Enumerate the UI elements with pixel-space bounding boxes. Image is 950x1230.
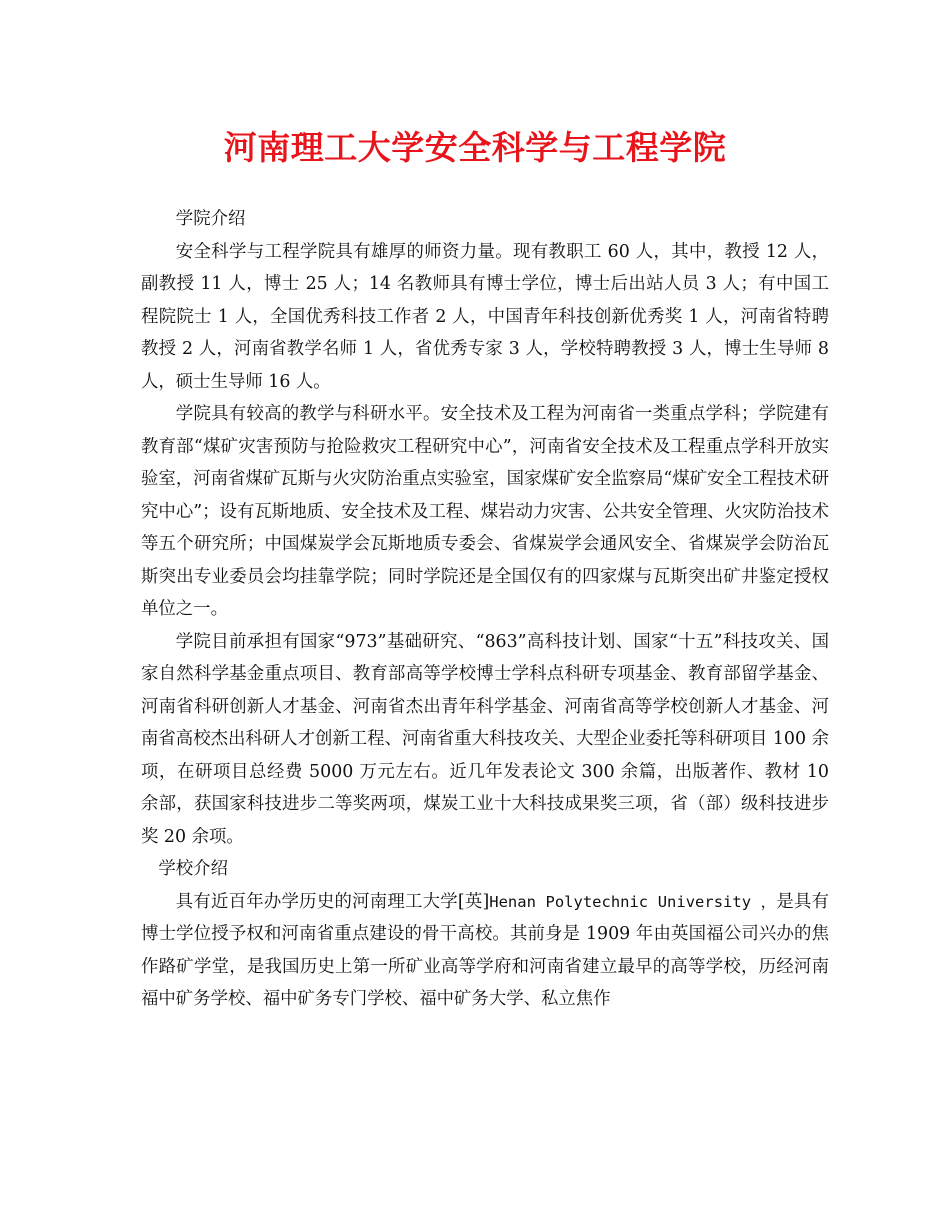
section-heading-college: 学院介绍 [175,209,246,229]
college-paragraph-research-platforms: 学院具有较高的教学与科研水平。安全技术及工程为河南省一类重点学科；学院建有教育部“煤矿灾害预防与抢险救灾工程研究中心”，河南省安全技术及工程重点学科开放实验室，河南省煤矿瓦斯与火灾防治重点实验室，国家煤矿安全监察局“煤矿安全工程技术研究中心”；设有瓦斯地质、安全技术及工程、煤岩动力灾害、公共安全管理、火灾防治技术等五个研究所；中国煤炭学会瓦斯地质专委会、省煤炭学会通风安全、省煤炭学会防治瓦斯突出专业委员会均挂靠学院；同时学院还是全国仅有的四家煤与瓦斯突出矿井鉴定授权单位之一。 [141,404,829,619]
school-paragraph-prefix: 具有近百年办学历史的河南理工大学[英] [175,891,490,912]
school-paragraph-history [141,886,829,1016]
college-paragraph-projects: 学院目前承担有国家“973”基础研究、“863”高科技计划、国家“十五”科技攻关、国家自然科学基金重点项目、教育部高等学校博士学科点科研专项基金、教育部留学基金、河南省科研创新人才基金、河南省杰出青年科学基金、河南省高等学校创新人才基金、河南省高校杰出科研人才创新工程、河南省重大科技攻关、大型企业委托等科研项目 100 余项，在研项目总经费 5000 万元左右。近几年发表论文 300 余篇，出版著作、教材 10 余部，获国家科技进步二等奖两项，煤炭工业十大科技成果奖三项，省（部）级科技进步奖 20 余项。 [141,631,829,847]
section-heading-school: 学校介绍 [158,859,228,879]
document-title: 河南理工大学安全科学与工程学院 [223,128,727,167]
document-body [141,203,829,1016]
college-paragraph-faculty: 安全科学与工程学院具有雄厚的师资力量。现有教职工 60 人，其中，教授 12 人，副教授 11 人，博士 25 人；14 名教师具有博士学位，博士后出站人员 3 人；有中国工程院院士 1 人，全国优秀科技工作者 2 人，中国青年科技创新优秀奖 1 人，河南省特聘教授 2 人，河南省教学名师 1 人，省优秀专家 3 人，学校特聘教授 3 人，博士生导师 8 人，硕士生导师 16 人。 [141,241,829,392]
school-english-name: Henan Polytechnic University ， [489,892,777,911]
school-paragraph-rest: 是具有博士学位授予权和河南省重点建设的骨干高校。其前身是 1909 年由英国福公司兴办的焦作路矿学堂，是我国历史上第一所矿业高等学府和河南省建立最早的高等学校，历经河南福中矿务学校、福中矿务专门学校、福中矿务大学、私立焦作 [141,891,829,1009]
